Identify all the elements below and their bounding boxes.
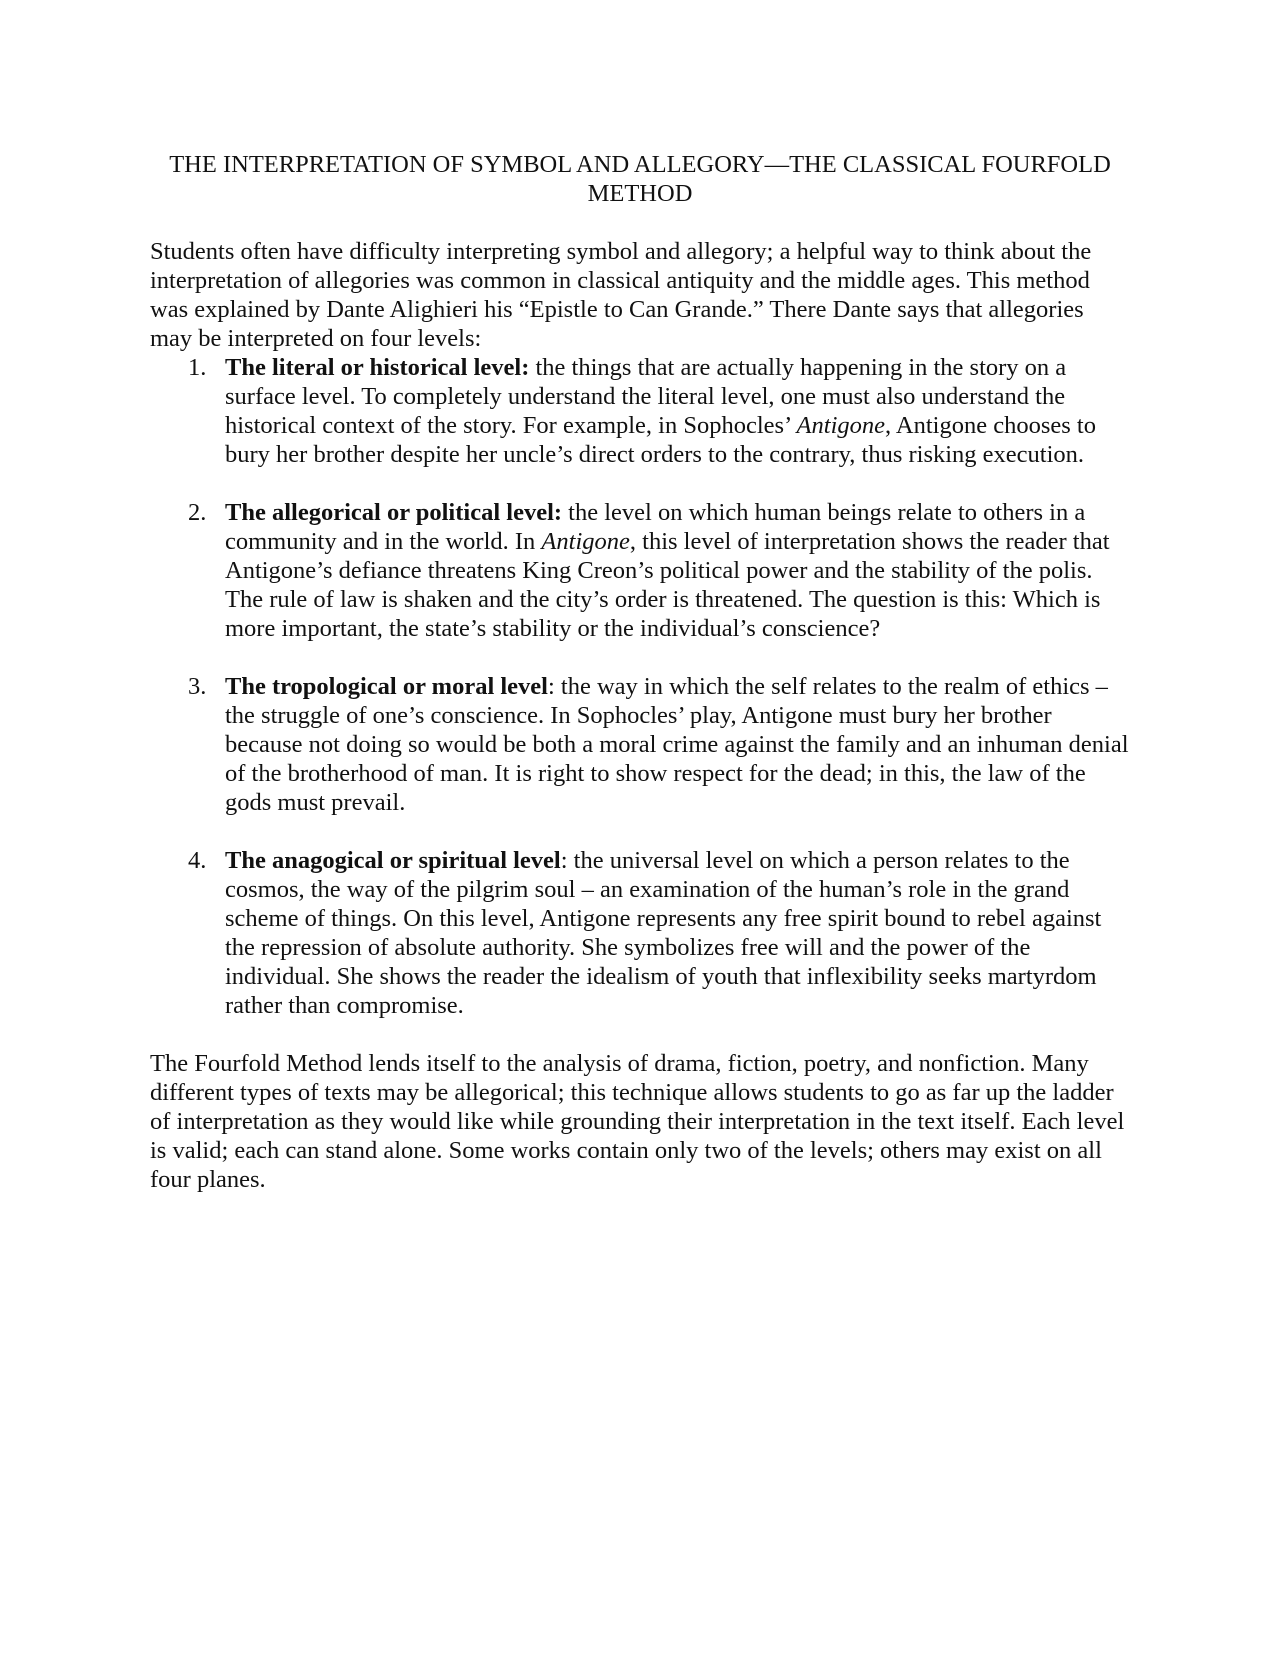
level-item-tropological <box>150 672 1130 817</box>
level-heading: The literal or historical level: <box>225 354 530 381</box>
level-heading: The allegorical or political level: <box>225 499 563 526</box>
level-italic-title: Antigone <box>541 528 630 555</box>
document-title: THE INTERPRETATION OF SYMBOL AND ALLEGORY—THE CLASSICAL FOURFOLD METHOD <box>169 151 1111 207</box>
intro-paragraph: Students often have difficulty interpreting symbol and allegory; a helpful way to think about the interpretation of allegories was common in classical antiquity and the middle ages. This method was explained by Dante Alighieri his “Epistle to Can Grande.” There Dante says that allegories may be interpreted on four levels: <box>150 238 1092 352</box>
level-text-after: , this level of interpretation shows the reader that Antigone’s defiance threatens King Creon’s political power and the stability of the polis. The rule of law is shaken and the city’s order is threatened. The question is this: Which is more important, the state’s stability or the individual’s conscience? <box>225 528 1110 642</box>
level-text: the things that are actually happening in the story on a surface level. To completely understand the literal level, one must also understand the historical context of the story. For example, in Sophocles’ <box>225 354 1067 439</box>
levels-list <box>150 353 1130 1020</box>
closing-paragraph: The Fourfold Method lends itself to the analysis of drama, fiction, poetry, and nonfiction. Many different types of texts may be allegorical; this technique allows students to go as far up the ladder of interpretation as they would like while grounding their interpretation in the text itself. Each level is valid; each can stand alone. Some works contain only two of the levels; others may exist on all four planes. <box>150 1050 1125 1193</box>
level-number: 2. <box>188 499 207 526</box>
level-heading: The anagogical or spiritual level <box>225 847 561 874</box>
level-number: 1. <box>188 354 207 381</box>
level-number: 3. <box>188 673 207 700</box>
level-item-allegorical <box>150 498 1130 643</box>
document-page <box>150 150 1130 1194</box>
level-text: : the universal level on which a person relates to the cosmos, the way of the pilgrim soul – an examination of the human’s role in the grand scheme of things. On this level, Antigone represents any free spirit bound to rebel against the repression of absolute authority. She symbolizes free will and the power of the individual. She shows the reader the idealism of youth that inflexibility seeks martyrdom rather than compromise. <box>225 847 1102 1019</box>
level-italic-title: Antigone <box>796 412 886 439</box>
level-item-literal <box>150 353 1130 469</box>
level-item-anagogical <box>150 846 1130 1020</box>
level-text: : the way in which the self relates to the realm of ethics – the struggle of one’s conscience. In Sophocles’ play, Antigone must bury her brother because not doing so would be both a moral crime against the family and an inhuman denial of the brotherhood of man. It is right to show respect for the dead; in this, the law of the gods must prevail. <box>225 673 1129 816</box>
level-text: the level on which human beings relate to others in a community and in the world. In <box>225 499 1086 555</box>
level-number: 4. <box>188 847 207 874</box>
level-text-after: , Antigone chooses to bury her brother despite her uncle’s direct orders to the contrary, thus risking execution. <box>225 412 1096 468</box>
level-heading: The tropological or moral level <box>225 673 548 700</box>
